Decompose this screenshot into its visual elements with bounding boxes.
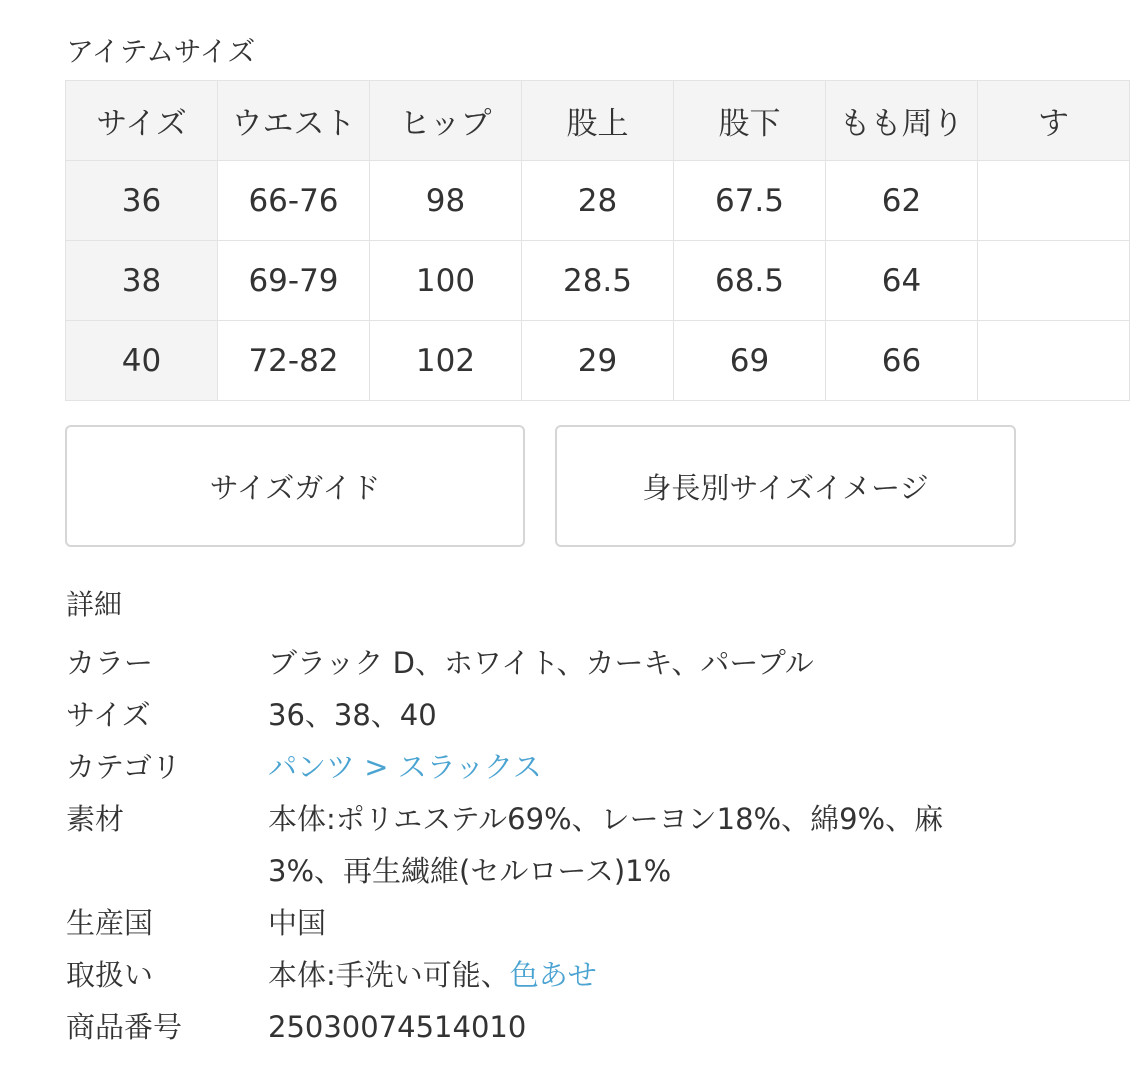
table-cell: 69 (674, 321, 826, 401)
table-cell: 28 (522, 161, 674, 241)
care-link[interactable]: 色あせ (509, 958, 597, 992)
table-cell: 69-79 (218, 241, 370, 321)
detail-label: 取扱い (66, 958, 154, 992)
size-table (65, 80, 1130, 401)
size-guide-button[interactable]: サイズガイド (65, 425, 525, 547)
header-cell: 股下 (674, 81, 826, 161)
section-title: アイテムサイズ (66, 35, 256, 68)
detail-list (66, 637, 1016, 1053)
detail-label: 商品番号 (66, 1010, 183, 1044)
table-cell: 68.5 (674, 241, 826, 321)
table-cell (978, 321, 1130, 401)
detail-row-product-number (66, 1001, 1016, 1053)
material-line: 本体:ポリエステル69%、レーヨン18%、綿9%、麻 (268, 802, 944, 836)
category-link[interactable]: パンツ > スラックス (268, 750, 542, 784)
table-header-row (66, 81, 1130, 161)
table-cell: 102 (370, 321, 522, 401)
table-cell: 67.5 (674, 161, 826, 241)
table-cell: 29 (522, 321, 674, 401)
detail-value: ブラック D、ホワイト、カーキ、パープル (268, 646, 814, 680)
detail-row-category (66, 741, 1016, 793)
detail-value (268, 793, 1016, 897)
height-size-image-button[interactable]: 身長別サイズイメージ (555, 425, 1016, 547)
detail-row-material (66, 793, 1016, 897)
header-cell: ウエスト (218, 81, 370, 161)
detail-label: カテゴリ (66, 750, 181, 784)
table-cell: 66 (826, 321, 978, 401)
detail-row-size (66, 689, 1016, 741)
table-row (66, 321, 1130, 401)
table-cell: 38 (66, 241, 218, 321)
detail-row-color (66, 637, 1016, 689)
care-text: 本体:手洗い可能、 (268, 958, 510, 992)
table-cell: 64 (826, 241, 978, 321)
table-cell: 100 (370, 241, 522, 321)
detail-row-care (66, 949, 1016, 1001)
table-cell (978, 161, 1130, 241)
detail-label: 生産国 (66, 906, 154, 940)
table-cell (978, 241, 1130, 321)
table-row (66, 161, 1130, 241)
detail-value: 25030074514010 (268, 1010, 527, 1044)
detail-label: 素材 (66, 802, 125, 836)
table-cell: 98 (370, 161, 522, 241)
detail-label: カラー (66, 646, 154, 680)
detail-row-country (66, 897, 1016, 949)
table-cell: 40 (66, 321, 218, 401)
header-cell: もも周り (826, 81, 978, 161)
table-cell: 72-82 (218, 321, 370, 401)
header-cell: ヒップ (370, 81, 522, 161)
detail-title: 詳細 (66, 588, 123, 621)
table-cell: 66-76 (218, 161, 370, 241)
table-cell: 28.5 (522, 241, 674, 321)
table-cell: 62 (826, 161, 978, 241)
header-cell: 股上 (522, 81, 674, 161)
size-table-scroll[interactable] (65, 80, 1069, 400)
detail-value: 36、38、40 (268, 698, 437, 732)
material-line: 3%、再生繊維(セルロース)1% (268, 854, 672, 888)
header-cell: サイズ (66, 81, 218, 161)
header-cell: す (978, 81, 1130, 161)
detail-value: 中国 (268, 906, 327, 940)
detail-label: サイズ (66, 698, 151, 732)
table-row (66, 241, 1130, 321)
table-cell: 36 (66, 161, 218, 241)
